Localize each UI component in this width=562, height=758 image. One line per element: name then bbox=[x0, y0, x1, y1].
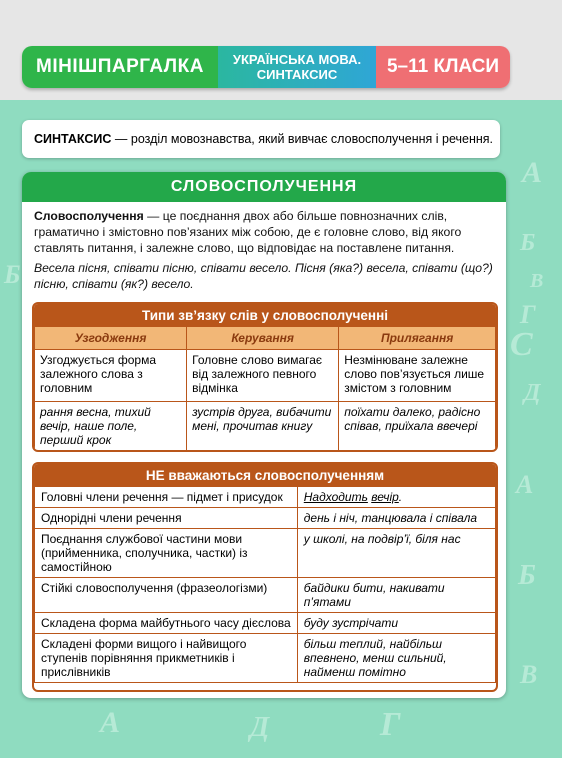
table-cell: буду зустрічати bbox=[297, 613, 495, 634]
bg-letter: Б bbox=[518, 560, 536, 591]
table-cell bbox=[297, 487, 495, 508]
table-cell: у школі, на подвір’ї, біля нас bbox=[297, 529, 495, 578]
not-phrases-heading: НЕ вважаються словосполученням bbox=[34, 464, 496, 486]
bg-letter: Г bbox=[380, 706, 401, 743]
table-cell: Складені форми вищого і найвищого ступенів порівняння прикметників і прислівників bbox=[35, 634, 298, 683]
table-cell: Стійкі словосполучення (фразеологізми) bbox=[35, 578, 298, 613]
not-phrases-section bbox=[32, 462, 498, 692]
bg-letter: Б bbox=[4, 260, 21, 289]
bg-letter: А bbox=[522, 156, 543, 189]
column-header: Прилягання bbox=[339, 327, 496, 350]
banner-subject-line2: СИНТАКСИС bbox=[256, 67, 338, 82]
link-types-section bbox=[32, 302, 498, 452]
table-row bbox=[35, 487, 496, 508]
banner-grades: 5–11 КЛАСИ bbox=[376, 46, 510, 88]
phrase-heading: СЛОВОСПОЛУЧЕННЯ bbox=[22, 172, 506, 202]
bg-letter: С bbox=[510, 326, 533, 363]
bg-letter: А bbox=[100, 706, 121, 739]
table-row bbox=[35, 634, 496, 683]
link-types-table bbox=[34, 326, 496, 451]
bg-letter: В bbox=[530, 270, 544, 292]
phrase-panel bbox=[22, 172, 506, 698]
table-cell: Головне слово вимагає від залежного певного відмінка bbox=[187, 350, 339, 402]
banner-title: МІНІШПАРГАЛКА bbox=[22, 46, 218, 88]
table-cell: Головні члени речення — підмет і присудок bbox=[35, 487, 298, 508]
table-cell: Складена форма майбутнього часу дієслова bbox=[35, 613, 298, 634]
link-types-heading: Типи зв’язку слів у словосполученні bbox=[34, 304, 496, 326]
example-period: . bbox=[398, 490, 403, 504]
bg-letter: Д bbox=[250, 712, 270, 743]
column-header: Узгодження bbox=[35, 327, 187, 350]
table-cell: байдики бити, накивати п’ятами bbox=[297, 578, 495, 613]
table-cell: день і ніч, танцювала і співала bbox=[297, 508, 495, 529]
subject-example: вечір bbox=[371, 490, 399, 504]
banner-subject bbox=[218, 46, 376, 88]
table-cell: Однорідні члени речення bbox=[35, 508, 298, 529]
column-header: Керування bbox=[187, 327, 339, 350]
table-row bbox=[35, 529, 496, 578]
phrase-examples: Весела пісня, співати пісню, співати весело. Пісня (яка?) весела, співати (що?) пісню, співати (як?) весело. bbox=[34, 261, 493, 291]
phrase-term: Словосполучення bbox=[34, 209, 144, 223]
table-cell: поїхати далеко, радісно співав, приїхала ввечері bbox=[339, 402, 496, 451]
bg-letter: Г bbox=[520, 300, 536, 329]
phrase-definition-text: — це поєднання двох або більше повнозначних слів, граматично і змістовно пов’язаних між собою, де є головне слово, від якого ставлять питання, і залежне слово, що відповідає на поставлене питання. bbox=[34, 209, 462, 255]
table-cell: Поєднання службової частини мови (прийменника, сполучника, частки) із самостійною bbox=[35, 529, 298, 578]
syntax-definition bbox=[22, 120, 500, 158]
not-phrases-table bbox=[34, 486, 496, 683]
title-banner bbox=[22, 46, 510, 88]
table-cell: більш теплий, найбільш впевнено, менш сильний, найменш помітно bbox=[297, 634, 495, 683]
table-row bbox=[35, 508, 496, 529]
banner-subject-line1: УКРАЇНСЬКА МОВА. bbox=[232, 52, 362, 67]
table-cell: Незмінюване залежне слово пов’язується лише змістом з головним bbox=[339, 350, 496, 402]
phrase-definition bbox=[22, 202, 506, 256]
bg-letter: В bbox=[520, 660, 538, 689]
table-cell: рання весна, тихий вечір, наше поле, перший крок bbox=[35, 402, 187, 451]
table-row bbox=[35, 578, 496, 613]
table-row bbox=[35, 613, 496, 634]
table-cell: зустрів друга, вибачити мені, прочитав книгу bbox=[187, 402, 339, 451]
syntax-term: СИНТАКСИС bbox=[34, 132, 112, 146]
predicate-example: Надходить bbox=[303, 490, 368, 504]
bg-letter: Б bbox=[520, 230, 536, 256]
table-cell: Узгоджується форма залежного слова з головним bbox=[35, 350, 187, 402]
bg-letter: Д bbox=[524, 380, 541, 406]
bg-letter: А bbox=[516, 470, 534, 499]
syntax-text: — розділ мовознавства, який вивчає словосполучення і речення. bbox=[111, 132, 494, 146]
